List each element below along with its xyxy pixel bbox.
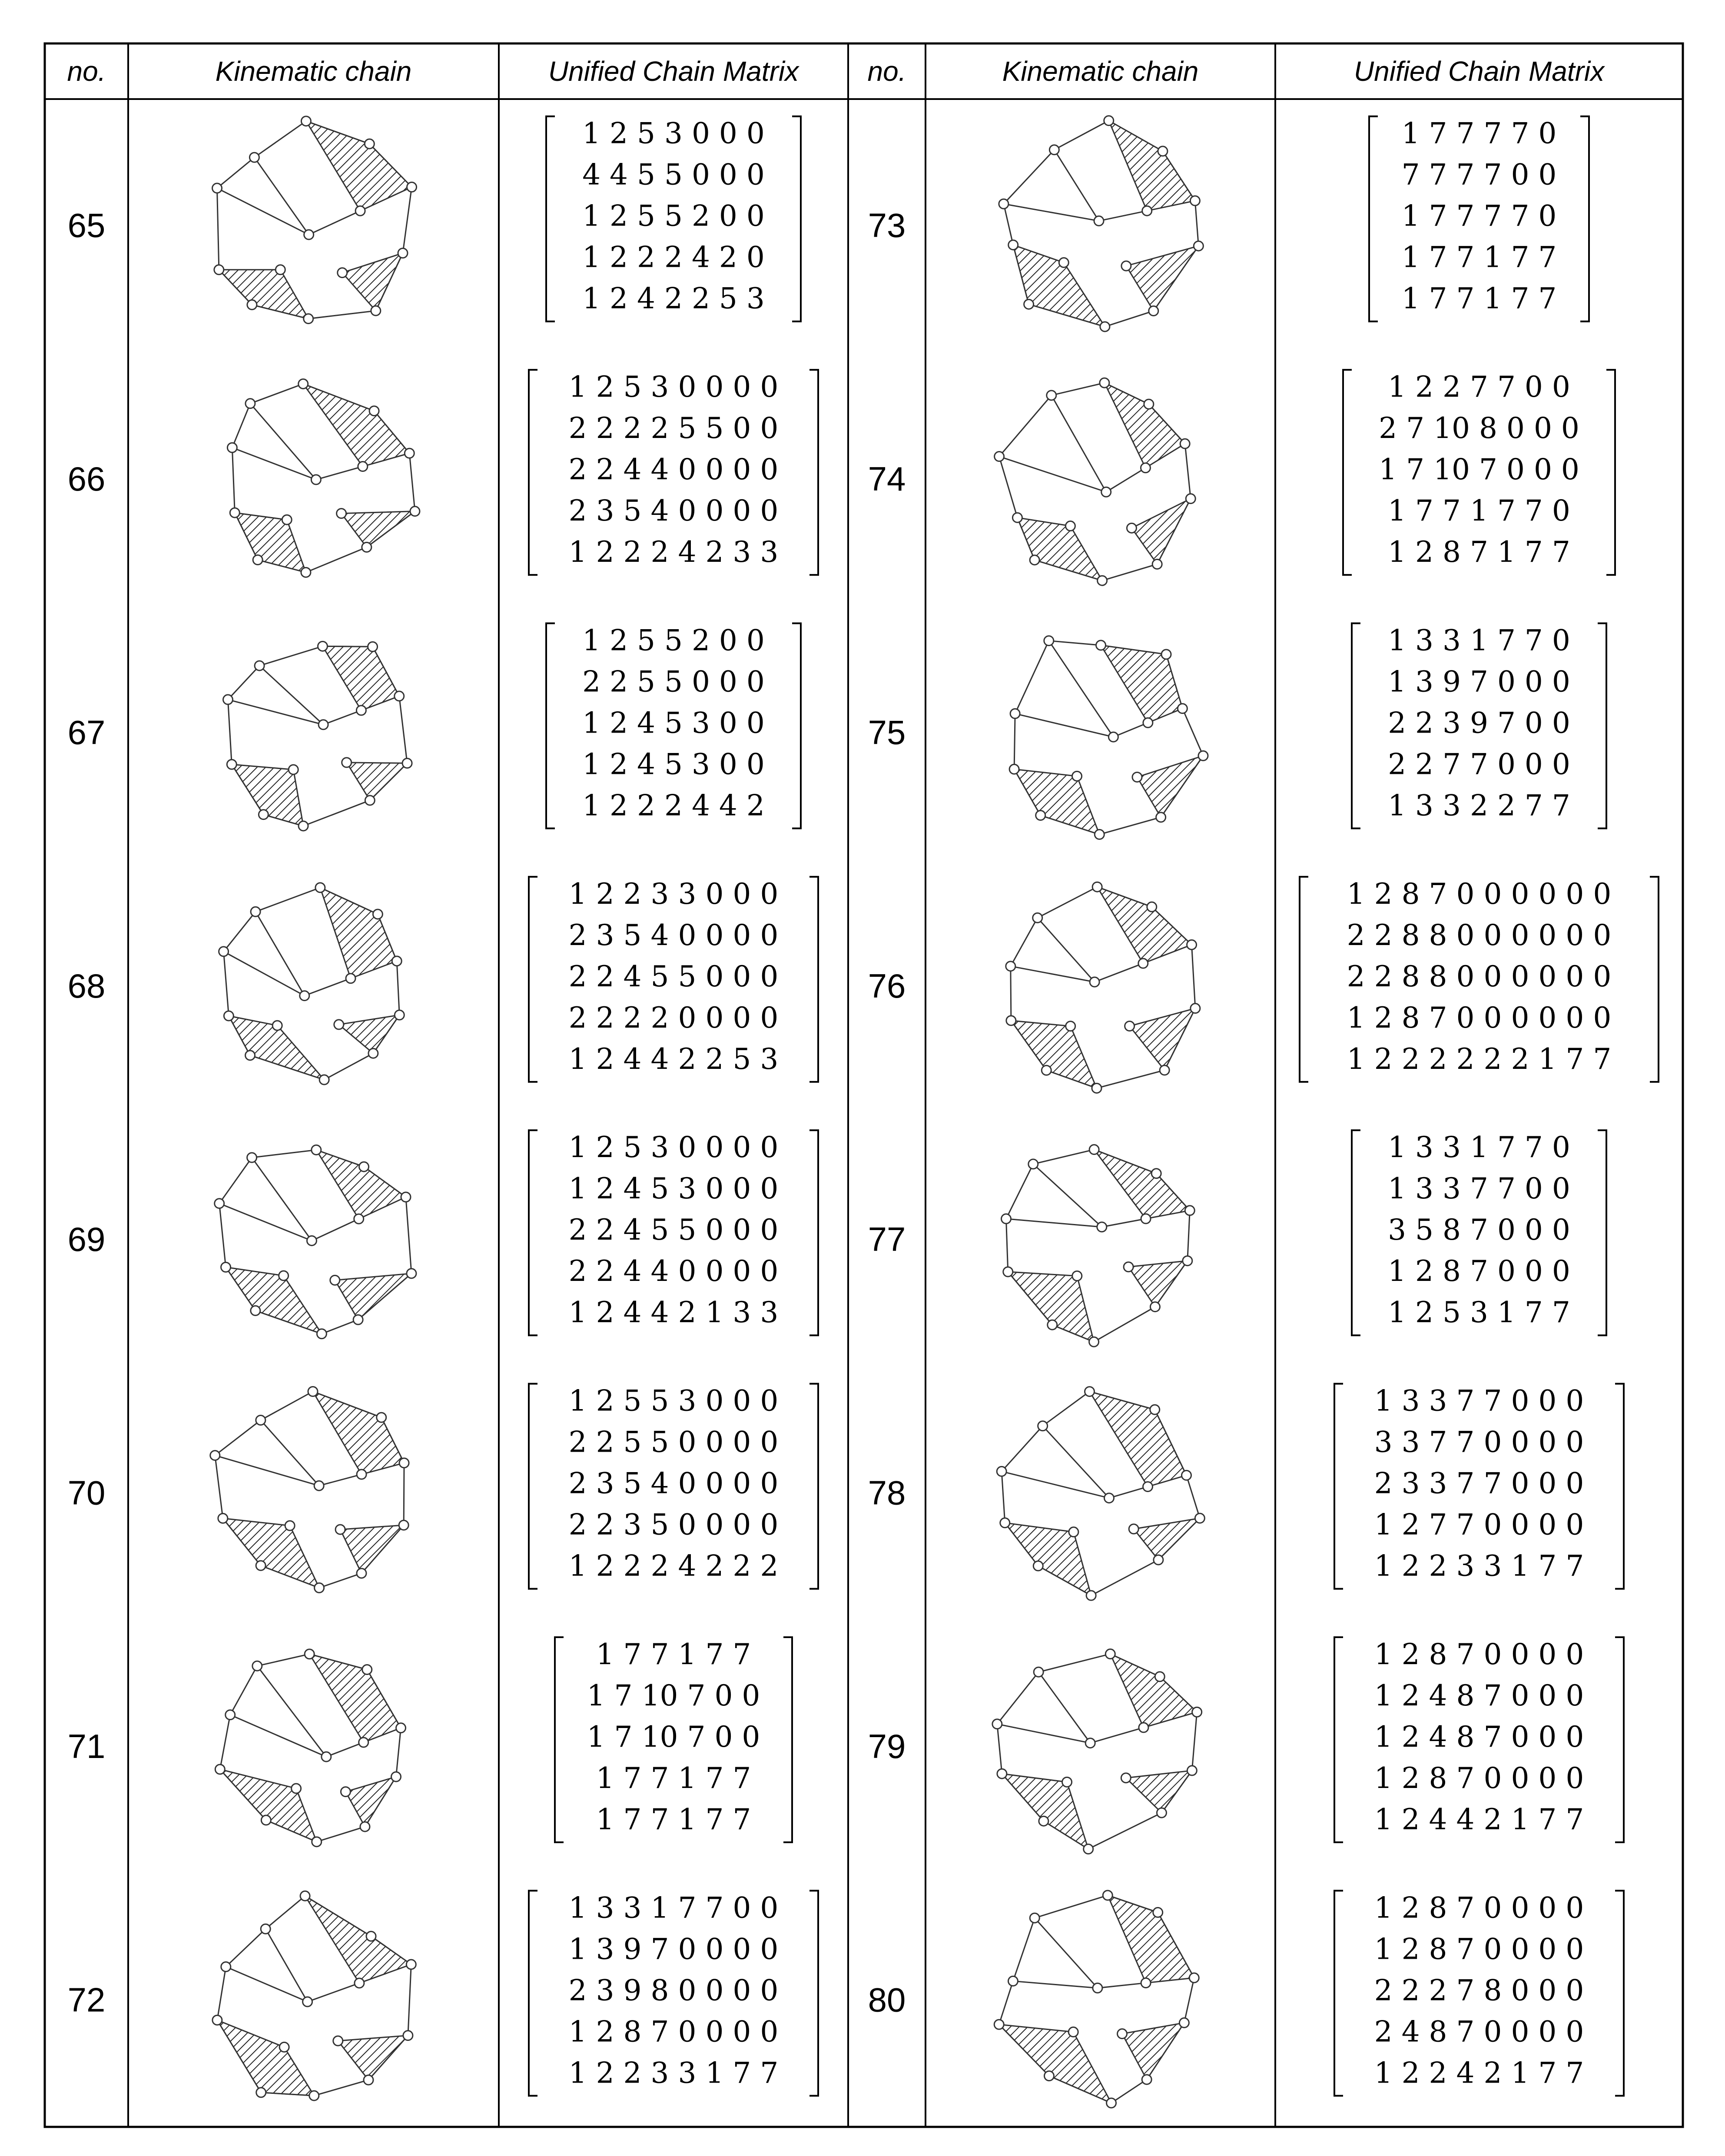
matrix-row: 1 3 3 7 7 0 0: [1388, 1172, 1570, 1206]
matrix-row: 1 2 8 7 0 0 0 0: [1374, 1932, 1584, 1966]
matrix-row: 2 3 5 4 0 0 0 0: [568, 494, 779, 528]
matrix-row: 1 3 3 1 7 7 0 0: [568, 1891, 779, 1925]
table-row-left: [68, 1891, 818, 2100]
matrix-row: 2 2 4 5 5 0 0 0: [568, 1213, 779, 1247]
unified-chain-matrix: [546, 623, 801, 828]
matrix-row: 1 2 2 3 3 0 0 0: [568, 877, 779, 911]
kinematic-chain-73-icon: [999, 116, 1203, 332]
matrix-row: 3 3 7 7 0 0 0 0: [1374, 1425, 1584, 1459]
kinematic-chain-65-icon: [212, 116, 417, 324]
kinematic-chain-69-icon: [215, 1145, 416, 1338]
table-row-right: [868, 1891, 1624, 2108]
chain-number: 73: [868, 206, 906, 245]
matrix-row: 1 2 8 7 1 7 7: [1388, 535, 1570, 569]
column-header: Kinematic chain: [1002, 56, 1199, 87]
table-row-left: [68, 370, 818, 577]
table-row-left: [68, 623, 801, 831]
unified-chain-matrix: [1369, 116, 1589, 322]
table-row-left: [68, 877, 818, 1085]
matrix-row: 2 2 2 2 5 5 0 0: [568, 411, 779, 445]
matrix-row: 1 2 7 7 0 0 0 0: [1374, 1508, 1584, 1542]
matrix-row: 4 4 5 5 0 0 0: [582, 158, 765, 192]
matrix-row: 1 2 5 3 0 0 0 0: [568, 1131, 779, 1164]
unified-chain-matrix: [529, 1891, 818, 2096]
matrix-row: 1 2 4 5 3 0 0: [582, 706, 765, 740]
matrix-row: 1 2 5 5 2 0 0: [582, 624, 765, 657]
matrix-row: 1 3 9 7 0 0 0 0: [568, 1932, 779, 1966]
matrix-row: 1 2 4 4 2 2 5 3: [568, 1042, 779, 1076]
matrix-row: 2 3 5 4 0 0 0 0: [568, 918, 779, 952]
chain-number: 71: [67, 1727, 106, 1765]
matrix-row: 1 2 8 7 0 0 0 0: [1374, 1891, 1584, 1925]
column-header: no.: [867, 56, 906, 87]
matrix-row: 1 2 5 3 0 0 0 0: [568, 370, 779, 404]
table-row-left: [68, 1384, 818, 1593]
matrix-row: 1 2 2 2 4 2 0: [582, 240, 765, 274]
table-row-right: [868, 370, 1615, 585]
matrix-row: 1 2 2 2 4 4 2: [582, 789, 765, 823]
unified-chain-matrix: [1334, 1891, 1624, 2096]
matrix-row: 1 7 7 1 7 7 0: [1388, 494, 1570, 528]
kinematic-chain-75-icon: [1009, 636, 1208, 839]
matrix-row: 2 2 3 5 0 0 0 0: [568, 1508, 779, 1542]
matrix-row: 2 2 2 2 0 0 0 0: [568, 1001, 779, 1035]
matrix-row: 1 2 8 7 0 0 0 0 0 0: [1347, 877, 1612, 911]
matrix-row: 1 2 2 2 2 2 2 1 7 7: [1347, 1042, 1612, 1076]
matrix-row: 1 2 8 7 0 0 0 0: [1374, 1761, 1584, 1795]
column-header: Unified Chain Matrix: [1353, 56, 1605, 87]
matrix-row: 1 2 4 8 7 0 0 0: [1374, 1720, 1584, 1754]
matrix-row: 1 2 5 5 2 0 0: [582, 199, 765, 233]
matrix-row: 2 2 4 5 5 0 0 0: [568, 959, 779, 993]
matrix-row: 1 2 4 2 2 5 3: [582, 282, 765, 315]
kinematic-chain-68-icon: [219, 883, 405, 1085]
matrix-row: 2 2 5 5 0 0 0: [582, 665, 765, 699]
matrix-row: 1 3 3 2 2 7 7: [1388, 789, 1570, 823]
unified-chain-matrix: [555, 1637, 792, 1842]
matrix-row: 1 7 7 7 7 0: [1401, 199, 1557, 233]
matrix-row: 1 3 3 7 7 0 0 0: [1374, 1384, 1584, 1418]
matrix-row: 3 5 8 7 0 0 0: [1388, 1213, 1570, 1247]
kinematic-chain-79-icon: [992, 1649, 1202, 1854]
table-row-right: [868, 1384, 1624, 1600]
matrix-row: 7 7 7 7 0 0: [1401, 158, 1557, 192]
chain-number: 77: [868, 1220, 906, 1259]
matrix-row: 2 2 8 8 0 0 0 0 0 0: [1347, 918, 1612, 952]
table-row-right: [868, 1637, 1624, 1854]
matrix-row: 1 2 5 3 1 7 7: [1388, 1296, 1570, 1330]
kinematic-chain-80-icon: [994, 1891, 1199, 2108]
matrix-row: 1 2 8 7 0 0 0: [1388, 1254, 1570, 1288]
chain-number: 69: [67, 1220, 106, 1259]
matrix-row: 1 3 3 1 7 7 0: [1388, 624, 1570, 657]
unified-chain-matrix: [1352, 623, 1606, 828]
unified-chain-matrix: [529, 370, 818, 575]
chain-number: 72: [67, 1980, 106, 2019]
matrix-row: 1 7 7 1 7 7: [596, 1637, 751, 1671]
matrix-row: 1 3 9 7 0 0 0: [1388, 665, 1570, 699]
unified-chain-matrix: [529, 1130, 818, 1335]
matrix-row: 1 7 10 7 0 0: [587, 1678, 760, 1712]
matrix-row: 1 2 5 5 3 0 0 0: [568, 1384, 779, 1418]
column-header: Unified Chain Matrix: [548, 56, 799, 87]
table-row-left: [68, 116, 801, 324]
matrix-row: 1 7 7 1 7 7: [1401, 282, 1557, 315]
matrix-row: 1 2 4 5 3 0 0: [582, 747, 765, 781]
kinematic-chain-78-icon: [997, 1387, 1204, 1600]
kinematic-chain-77-icon: [1002, 1145, 1195, 1347]
kinematic-chain-70-icon: [210, 1386, 409, 1592]
matrix-row: 2 2 4 4 0 0 0 0: [568, 1254, 779, 1288]
matrix-row: 1 2 2 7 7 0 0: [1388, 370, 1570, 404]
matrix-row: 1 2 8 7 0 0 0 0: [568, 2015, 779, 2049]
unified-chain-matrix: [1343, 370, 1615, 575]
table-row-right: [868, 877, 1659, 1093]
table-row-right: [868, 116, 1589, 332]
chain-number: 67: [67, 713, 106, 752]
matrix-row: 1 2 4 8 7 0 0 0: [1374, 1678, 1584, 1712]
kinematic-chain-76-icon: [1006, 882, 1200, 1093]
matrix-row: 1 2 2 2 4 2 2 2: [568, 1549, 779, 1583]
chain-number: 65: [67, 206, 106, 245]
unified-chain-matrix: [1300, 877, 1659, 1082]
unified-chain-matrix: [1334, 1637, 1624, 1842]
matrix-row: 1 3 3 1 7 7 0: [1388, 1131, 1570, 1164]
matrix-row: 2 3 5 4 0 0 0 0: [568, 1466, 779, 1500]
table-body: [67, 56, 1659, 2108]
kinematic-chain-72-icon: [212, 1891, 416, 2100]
chain-number: 76: [868, 966, 906, 1005]
matrix-row: 1 2 2 3 3 1 7 7: [568, 2056, 779, 2090]
matrix-row: 1 7 7 1 7 7: [1401, 240, 1557, 274]
kinematic-chain-74-icon: [995, 378, 1196, 585]
chain-number: 68: [67, 966, 106, 1005]
matrix-row: 1 2 4 5 3 0 0 0: [568, 1172, 779, 1206]
table-row-left: [68, 1637, 792, 1847]
kinematic-chain-71-icon: [215, 1649, 405, 1847]
matrix-row: 2 2 7 7 0 0 0: [1388, 747, 1570, 781]
unified-chain-matrix: [1334, 1384, 1624, 1589]
matrix-row: 2 4 8 7 0 0 0 0: [1374, 2015, 1584, 2049]
matrix-row: 2 2 3 9 7 0 0: [1388, 706, 1570, 740]
matrix-row: 1 2 8 7 0 0 0 0 0 0: [1347, 1001, 1612, 1035]
table-row-right: [868, 1130, 1606, 1347]
matrix-row: 1 2 4 4 2 1 7 7: [1374, 1802, 1584, 1836]
chain-number: 70: [67, 1473, 106, 1512]
matrix-row: 2 2 5 5 0 0 0 0: [568, 1425, 779, 1459]
column-header: no.: [67, 56, 106, 87]
matrix-row: 1 7 10 7 0 0 0: [1379, 453, 1579, 487]
table-row-right: [868, 623, 1606, 839]
chain-number: 74: [868, 460, 906, 498]
matrix-row: 2 2 2 7 8 0 0 0: [1374, 1974, 1584, 2007]
matrix-row: 1 2 8 7 0 0 0 0: [1374, 1637, 1584, 1671]
matrix-row: 1 7 10 7 0 0: [587, 1720, 760, 1754]
matrix-row: 1 2 2 4 2 1 7 7: [1374, 2056, 1584, 2090]
chain-number: 78: [868, 1473, 906, 1512]
matrix-row: 2 2 8 8 0 0 0 0 0 0: [1347, 959, 1612, 993]
column-header: Kinematic chain: [215, 56, 412, 87]
matrix-row: 1 2 2 3 3 1 7 7: [1374, 1549, 1584, 1583]
matrix-row: 1 7 7 1 7 7: [596, 1802, 751, 1836]
matrix-row: 2 2 4 4 0 0 0 0: [568, 453, 779, 487]
chain-number: 79: [868, 1727, 906, 1765]
matrix-row: 1 2 4 4 2 1 3 3: [568, 1296, 779, 1330]
unified-chain-matrix: [529, 1384, 818, 1589]
matrix-row: 1 2 2 2 4 2 3 3: [568, 535, 779, 569]
kinematic-chain-66-icon: [227, 379, 420, 577]
matrix-row: 2 3 3 7 7 0 0 0: [1374, 1466, 1584, 1500]
matrix-row: 1 7 7 1 7 7: [596, 1761, 751, 1795]
matrix-row: 1 2 5 3 0 0 0: [582, 116, 765, 150]
chain-number: 80: [868, 1980, 906, 2019]
chain-number: 75: [868, 713, 906, 752]
matrix-row: 1 7 7 7 7 0: [1401, 116, 1557, 150]
chain-number: 66: [67, 460, 106, 498]
unified-chain-matrix: [529, 877, 818, 1082]
unified-chain-matrix: [546, 116, 801, 322]
unified-chain-matrix: [1352, 1130, 1606, 1335]
matrix-row: 2 3 9 8 0 0 0 0: [568, 1974, 779, 2007]
table-row-left: [68, 1130, 818, 1339]
matrix-row: 2 7 10 8 0 0 0: [1379, 411, 1579, 445]
kinematic-chain-67-icon: [223, 641, 412, 831]
